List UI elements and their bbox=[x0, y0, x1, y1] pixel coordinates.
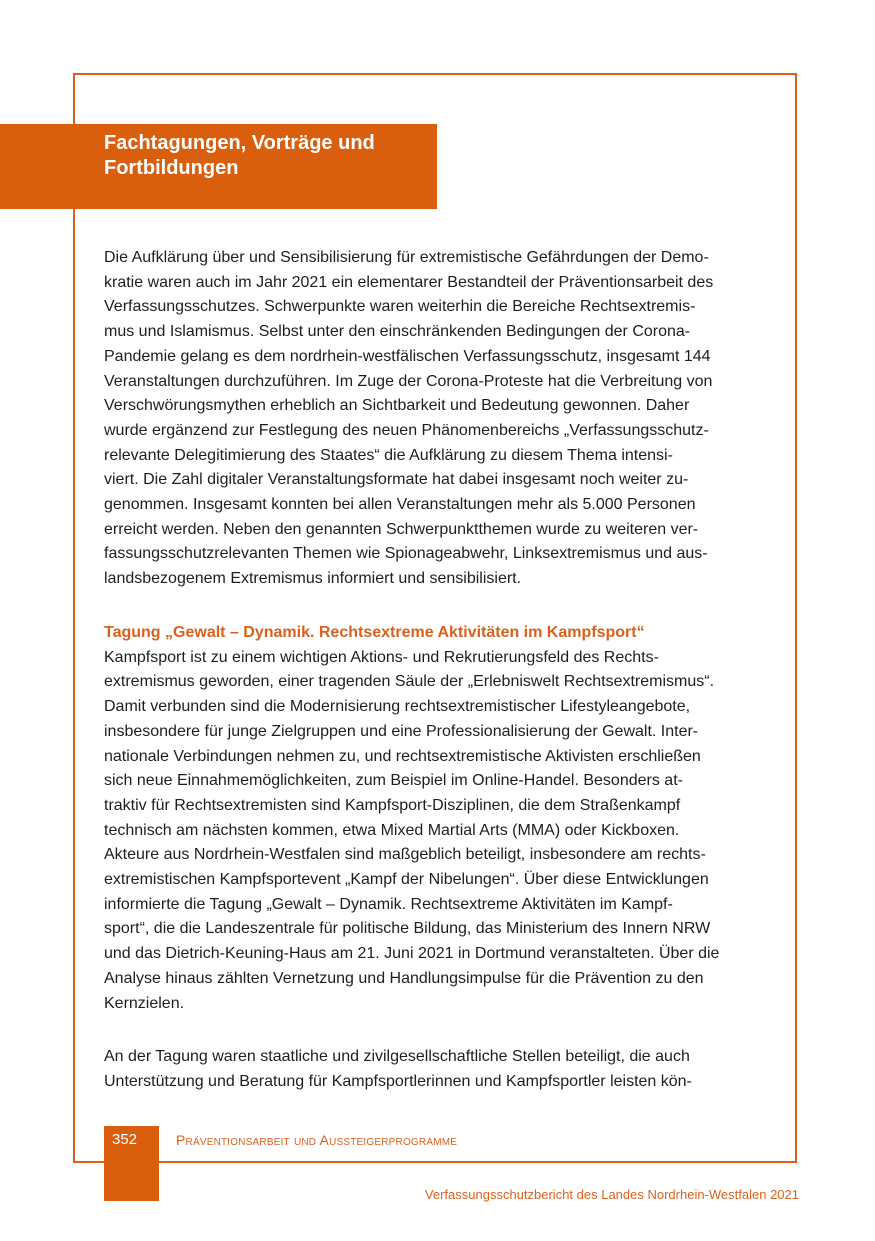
intro-line: wurde ergänzend zur Festlegung des neuen Phänomenbereichs „Verfassungsschutz- bbox=[104, 421, 709, 439]
intro-line: Verfassungsschutzes. Schwerpunkte waren weiterhin die Bereiche Rechtsextremis- bbox=[104, 298, 696, 316]
intro-line: Verschwörungsmythen erheblich an Sichtbarkeit und Bedeutung gewonnen. Daher bbox=[104, 397, 690, 415]
intro-line: mus und Islamismus. Selbst unter den einschränkenden Bedingungen der Corona- bbox=[104, 323, 691, 341]
section-title-line-2: Fortbildungen bbox=[104, 157, 239, 179]
intro-line: fassungsschutzrelevanten Themen wie Spionageabwehr, Linksextremismus und aus- bbox=[104, 545, 708, 563]
page-number: 352 bbox=[112, 1131, 138, 1148]
intro-line: viert. Die Zahl digitaler Veranstaltungsformate hat dabei insgesamt noch weiter zu- bbox=[104, 471, 689, 489]
subsection-heading: Tagung „Gewalt – Dynamik. Rechtsextreme Aktivitäten im Kampfsport“ bbox=[104, 624, 645, 641]
kampfsport-section bbox=[104, 621, 784, 1016]
section-title-line-1: Fachtagungen, Vorträge und bbox=[104, 132, 375, 154]
subsection-line: informierte die Tagung „Gewalt – Dynamik. Rechtsextreme Aktivitäten im Kampf- bbox=[104, 895, 673, 913]
subsection-line: sport“, die die Landeszentrale für politische Bildung, das Ministerium des Innern NRW bbox=[104, 920, 711, 938]
chapter-title: Präventionsarbeit und Aussteigerprogramme bbox=[176, 1132, 458, 1148]
intro-line: Die Aufklärung über und Sensibilisierung für extremistische Gefährdungen der Demo- bbox=[104, 249, 709, 266]
closing-paragraph bbox=[104, 1045, 784, 1094]
closing-line: Unterstützung und Beratung für Kampfsportlerinnen und Kampfsportler leisten kön- bbox=[104, 1072, 692, 1090]
subsection-line: Kampfsport ist zu einem wichtigen Aktions- und Rekrutierungsfeld des Rechts- bbox=[104, 648, 659, 666]
subsection-line: extremistischen Kampfsportevent „Kampf der Nibelungen“. Über diese Entwicklungen bbox=[104, 871, 709, 889]
intro-line: Veranstaltungen durchzuführen. Im Zuge der Corona-Proteste hat die Verbreitung von bbox=[104, 372, 713, 390]
intro-line: kratie waren auch im Jahr 2021 ein elementarer Bestandteil der Präventionsarbeit des bbox=[104, 273, 714, 291]
subsection-line: extremismus geworden, einer tragenden Säule der „Erlebniswelt Rechtsextremismus“. bbox=[104, 673, 715, 691]
report-title-footer: Verfassungsschutzbericht des Landes Nordrhein-Westfalen 2021 bbox=[424, 1187, 799, 1202]
subsection-line: insbesondere für junge Zielgruppen und eine Professionalisierung der Gewalt. Inter- bbox=[104, 722, 699, 740]
section-title-banner bbox=[0, 124, 437, 209]
intro-paragraph bbox=[104, 246, 784, 592]
intro-line: erreicht werden. Neben den genannten Schwerpunktthemen wurde zu weiteren ver- bbox=[104, 520, 699, 538]
intro-line: genommen. Insgesamt konnten bei allen Veranstaltungen mehr als 5.000 Personen bbox=[104, 496, 696, 514]
intro-line: relevante Delegitimierung des Staates“ die Aufklärung zu diesem Thema intensi- bbox=[104, 446, 673, 464]
subsection-line: traktiv für Rechtsextremisten sind Kampfsport-Disziplinen, die dem Straßenkampf bbox=[104, 796, 681, 814]
subsection-line: sich neue Einnahmemöglichkeiten, zum Beispiel im Online-Handel. Besonders at- bbox=[104, 772, 683, 790]
closing-line: An der Tagung waren staatliche und zivilgesellschaftliche Stellen beteiligt, die auch bbox=[104, 1048, 690, 1065]
subsection-line: Kernzielen. bbox=[104, 994, 185, 1012]
subsection-line: Akteure aus Nordrhein-Westfalen sind maßgeblich beteiligt, insbesondere am rechts- bbox=[104, 846, 706, 864]
subsection-line: und das Dietrich-Keuning-Haus am 21. Juni 2021 in Dortmund veranstalteten. Über die bbox=[104, 945, 720, 963]
subsection-line: Analyse hinaus zählten Vernetzung und Handlungsimpulse für die Prävention zu den bbox=[104, 969, 704, 987]
intro-line: Pandemie gelang es dem nordrhein-westfälischen Verfassungsschutz, insgesamt 144 bbox=[104, 347, 711, 365]
intro-line: landsbezogenem Extremismus informiert und sensibilisiert. bbox=[104, 570, 522, 588]
subsection-line: nationale Verbindungen nehmen zu, und rechtsextremistische Aktivisten erschließen bbox=[104, 747, 701, 765]
subsection-line: technisch am nächsten kommen, etwa Mixed Martial Arts (MMA) oder Kickboxen. bbox=[104, 821, 680, 839]
subsection-line: Damit verbunden sind die Modernisierung rechtsextremistischer Lifestyleangebote, bbox=[104, 698, 691, 716]
